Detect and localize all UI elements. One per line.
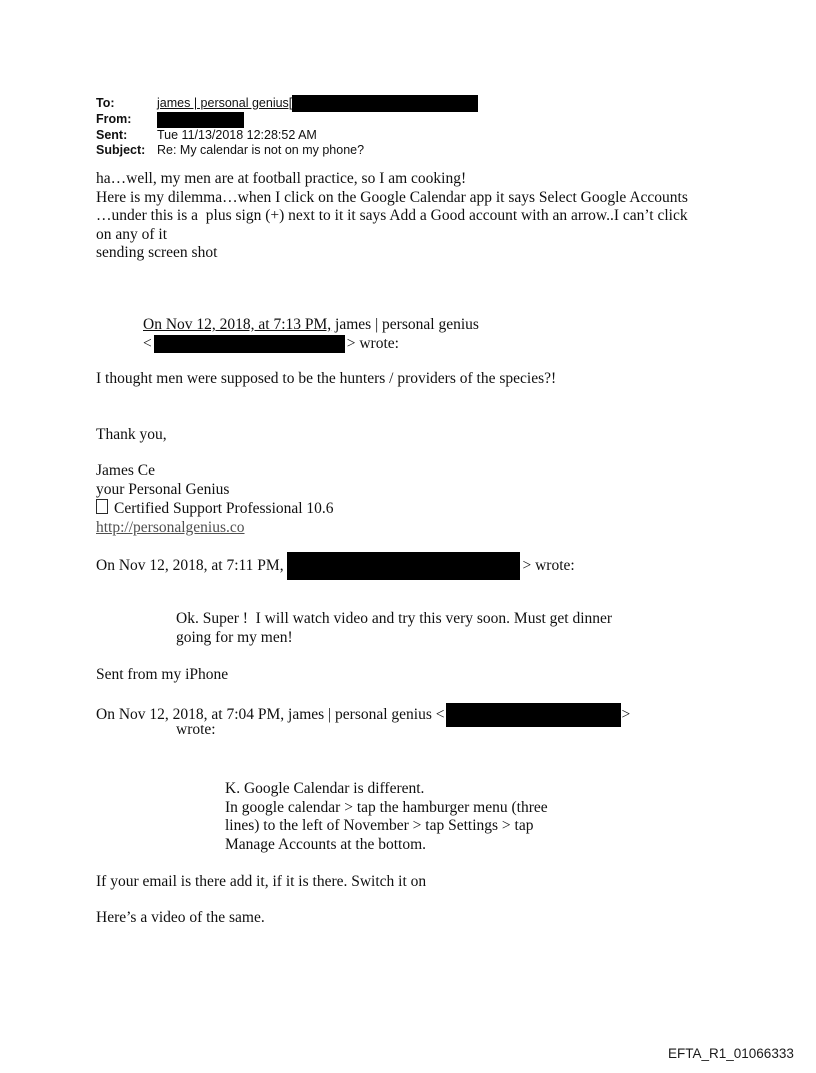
- quoted-instructions: [225, 780, 548, 854]
- instruction-line: K. Google Calendar is different.: [225, 780, 425, 797]
- from-label: From:: [96, 112, 132, 127]
- signature-url-line: [96, 519, 334, 538]
- header-row-from: [96, 112, 478, 128]
- signature-cert: Certified Support Professional 10.6: [114, 500, 334, 518]
- bates-number: EFTA_R1_01066333: [668, 1046, 794, 1061]
- angle-bracket-open: <: [143, 334, 152, 352]
- wrote-text: > wrote:: [346, 334, 399, 352]
- sent-label: Sent:: [96, 128, 128, 142]
- body-line: ha…well, my men are at football practice, so I am cooking!: [96, 170, 467, 187]
- sent-from-iphone: Sent from my iPhone: [96, 666, 229, 683]
- attribution-line-1: [143, 316, 479, 335]
- wrote-text: > wrote:: [522, 556, 575, 574]
- date-link[interactable]: On Nov 12, 2018, at 7:13 PM,: [143, 316, 332, 333]
- to-label: To:: [96, 95, 115, 110]
- redaction-bar-email-2: [287, 552, 520, 580]
- subject-value: Re: My calendar is not on my phone?: [157, 143, 365, 158]
- redaction-bar-to-address: [292, 95, 478, 112]
- sent-value: Tue 11/13/2018 12:28:52 AM: [157, 128, 317, 142]
- quoted-reply-ok-super: [176, 610, 612, 647]
- attribution-prefix: On Nov 12, 2018, at 7:04 PM, james | personal genius <: [96, 705, 445, 723]
- redaction-bar-email-1: [154, 335, 345, 353]
- instruction-line: lines) to the left of November > tap Settings > tap: [225, 817, 534, 835]
- body-line: sending screen shot: [96, 244, 218, 262]
- personalgenius-link[interactable]: http://personalgenius.co: [96, 518, 245, 536]
- quote-attribution-711pm: [96, 551, 575, 580]
- heres-video-line: Here’s a video of the same.: [96, 909, 265, 926]
- reply-text: I thought men were supposed to be the hunters / providers of the species?!: [96, 370, 557, 387]
- header-row-sent: [96, 128, 478, 143]
- signature-thanks: Thank you,: [96, 426, 167, 443]
- header-row-to: [96, 95, 478, 112]
- quote-attribution-713pm: [143, 316, 479, 353]
- attribution-line-2: [143, 335, 479, 354]
- signature-cert-line: [96, 499, 334, 519]
- body-line: Here is my dilemma…when I click on the Google Calendar app it says Select Google Accounts: [96, 188, 688, 206]
- attribution-prefix: On Nov 12, 2018, at 7:11 PM,: [96, 556, 288, 574]
- message-body-paragraph: [96, 170, 688, 263]
- angle-bracket-close: >: [621, 705, 631, 723]
- quoted-line: going for my men!: [176, 628, 293, 646]
- redaction-bar-email-3: [446, 703, 621, 727]
- instruction-line: In google calendar > tap the hamburger menu (three: [225, 798, 548, 816]
- to-recipient-link[interactable]: james | personal genius[: [157, 95, 293, 110]
- instruction-line: Manage Accounts at the bottom.: [225, 835, 427, 853]
- body-line: on any of it: [96, 225, 168, 243]
- email-header: [96, 95, 478, 159]
- redaction-bar-from-address: [157, 112, 244, 128]
- quoted-line: Ok. Super ! I will watch video and try this very soon. Must get dinner: [176, 610, 613, 627]
- subject-label: Subject:: [96, 143, 146, 158]
- header-row-subject: [96, 143, 478, 158]
- wrote-continuation: wrote:: [176, 721, 216, 738]
- missing-glyph-icon: [96, 499, 108, 514]
- attribution-sender: james | personal genius: [331, 316, 479, 333]
- if-email-line: If your email is there add it, if it is there. Switch it on: [96, 873, 427, 890]
- signature-block: [96, 462, 334, 537]
- signature-name: James Ce: [96, 462, 155, 479]
- body-line: …under this is a plus sign (+) next to it it says Add a Good account with an arrow..I can’t click: [96, 207, 688, 225]
- signature-title: your Personal Genius: [96, 480, 230, 498]
